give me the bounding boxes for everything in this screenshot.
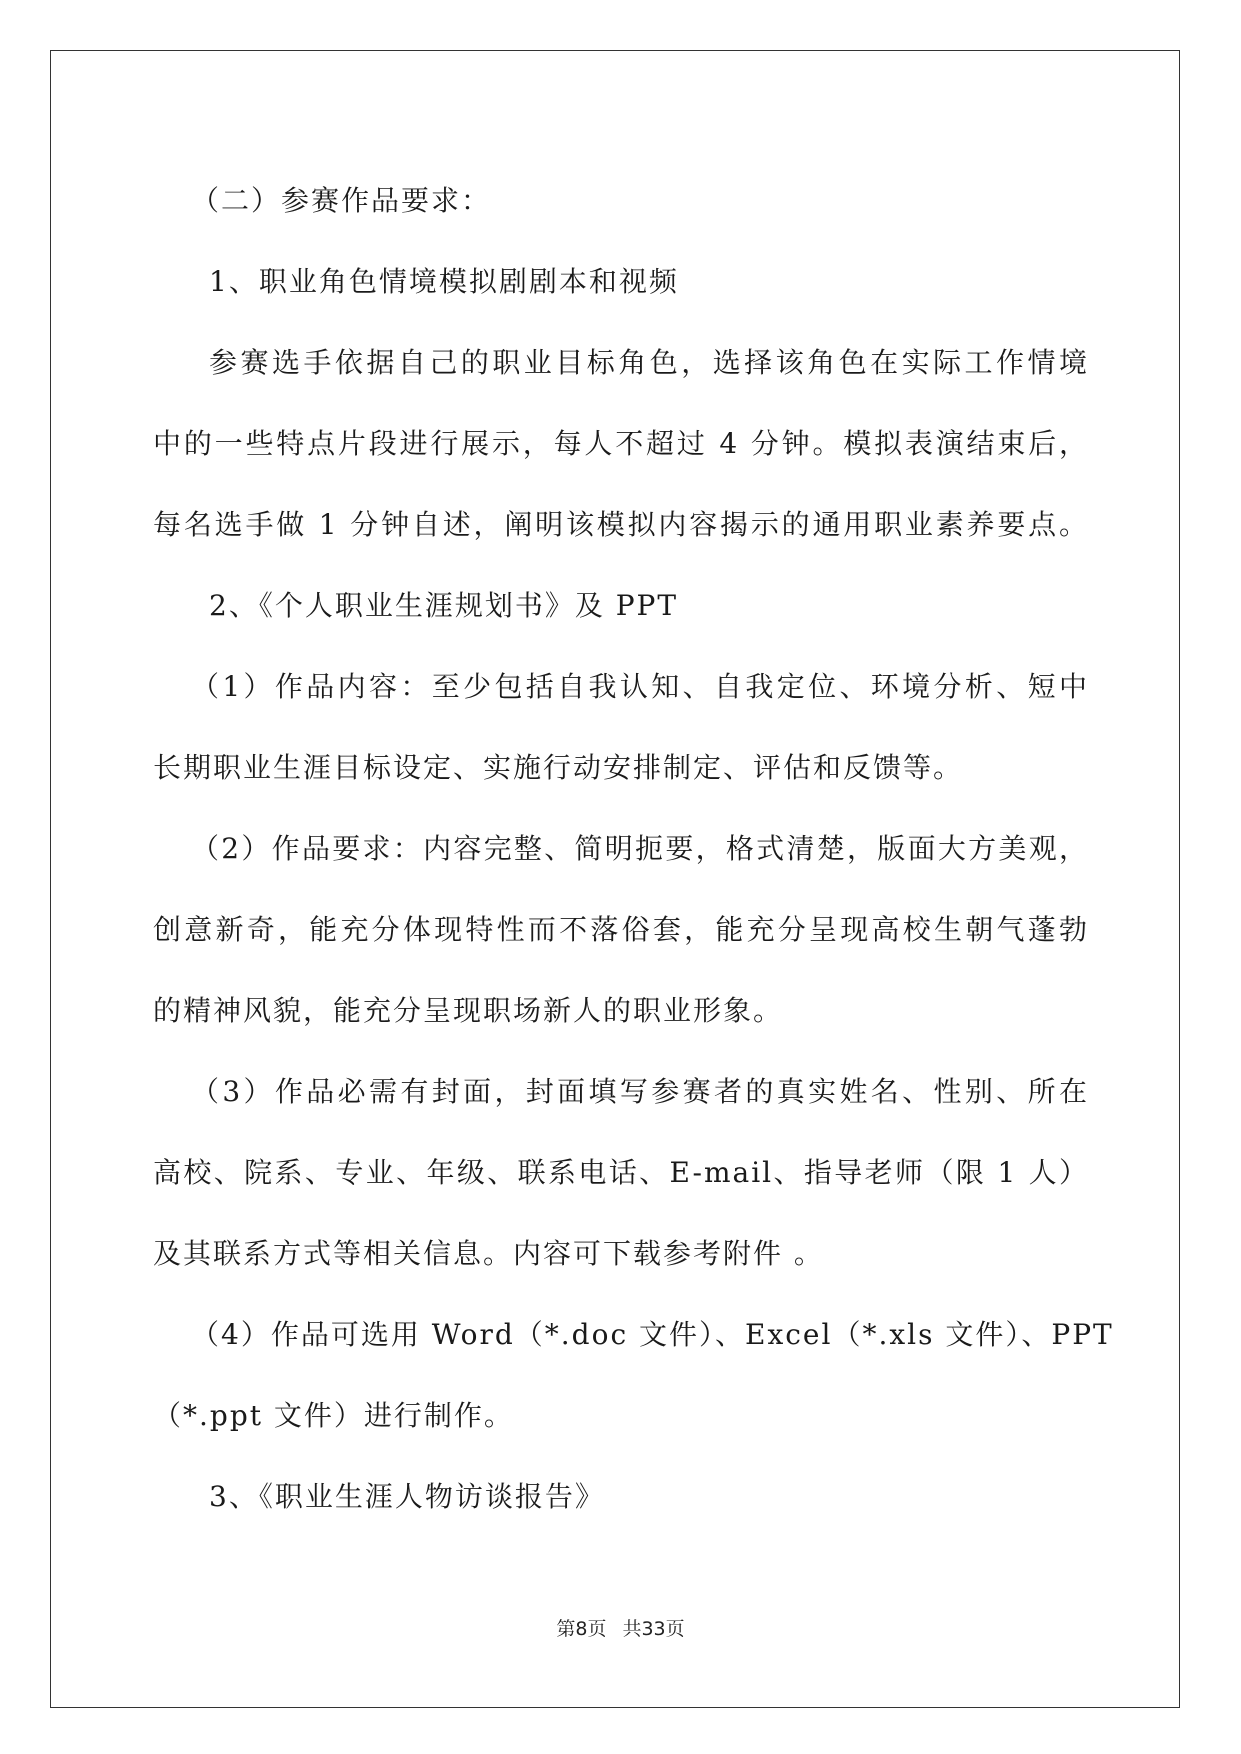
item-heading-2: 2、《个人职业生涯规划书》及 PPT	[209, 589, 679, 622]
item-heading-3: 3、《职业生涯人物访谈报告》	[209, 1480, 605, 1513]
paragraph-line: （2）作品要求：内容完整、简明扼要，格式清楚，版面大方美观，	[191, 832, 1089, 865]
paragraph-line: （*.ppt 文件）进行制作。	[153, 1399, 514, 1432]
paragraph-line: 参赛选手依据自己的职业目标角色，选择该角色在实际工作情境	[209, 346, 1089, 379]
section-heading: （二）参赛作品要求：	[191, 184, 492, 217]
paragraph-line: 高校、院系、专业、年级、联系电话、E-mail、指导老师（限 1 人）	[153, 1156, 1089, 1189]
page-footer	[0, 1614, 1241, 1641]
paragraph-line: （1）作品内容：至少包括自我认知、自我定位、环境分析、短中	[191, 670, 1089, 703]
item-heading-1: 1、职业角色情境模拟剧剧本和视频	[209, 265, 679, 298]
paragraph-line: 的精神风貌，能充分呈现职场新人的职业形象。	[153, 994, 784, 1027]
paragraph-line: （4）作品可选用 Word（*.doc 文件）、Excel（*.xls 文件）、PPT	[191, 1318, 1114, 1351]
paragraph-line: 创意新奇，能充分体现特性而不落俗套，能充分呈现高校生朝气蓬勃	[153, 913, 1089, 946]
paragraph-line: 每名选手做 1 分钟自述，阐明该模拟内容揭示的通用职业素养要点。	[153, 508, 1089, 541]
document-body	[153, 160, 1114, 1537]
paragraph-line: 中的一些特点片段进行展示，每人不超过 4 分钟。模拟表演结束后，	[153, 427, 1089, 460]
page-total: 共33页	[622, 1618, 685, 1640]
paragraph-line: 及其联系方式等相关信息。内容可下载参考附件 。	[153, 1237, 824, 1270]
paragraph-line: 长期职业生涯目标设定、实施行动安排制定、评估和反馈等。	[153, 751, 964, 784]
page-number: 第8页	[556, 1618, 607, 1640]
paragraph-line: （3）作品必需有封面，封面填写参赛者的真实姓名、性别、所在	[191, 1075, 1089, 1108]
